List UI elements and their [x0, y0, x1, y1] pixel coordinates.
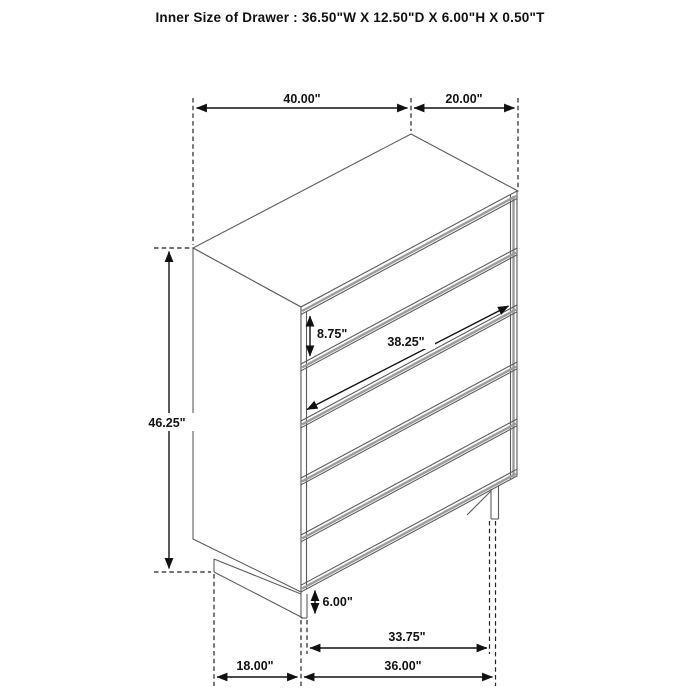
- drawing-title: Inner Size of Drawer : 36.50"W X 12.50"D X 6.00"H X 0.50"T: [155, 10, 545, 25]
- dim-base-side-depth: [214, 574, 298, 686]
- dim-label-top-depth: 20.00": [445, 92, 483, 106]
- dim-label-leg-height: 6.00": [322, 595, 353, 609]
- dim-label-drawer-face-width: 38.25": [387, 335, 425, 349]
- chest-drawing: [193, 134, 518, 618]
- dim-label-drawer-face-height: 8.75": [317, 327, 348, 341]
- dim-label-overall-height: 46.25": [148, 416, 186, 430]
- dim-label-base-side-depth: 18.00": [236, 659, 274, 673]
- dim-label-top-width: 40.00": [283, 92, 321, 106]
- dim-label-base-inner-width: 33.75": [388, 630, 426, 644]
- chest-left-face: [193, 248, 301, 592]
- dim-leg-height: [315, 591, 353, 614]
- front-left-leg: [301, 592, 307, 618]
- dim-label-base-front-width: 36.00": [384, 659, 422, 673]
